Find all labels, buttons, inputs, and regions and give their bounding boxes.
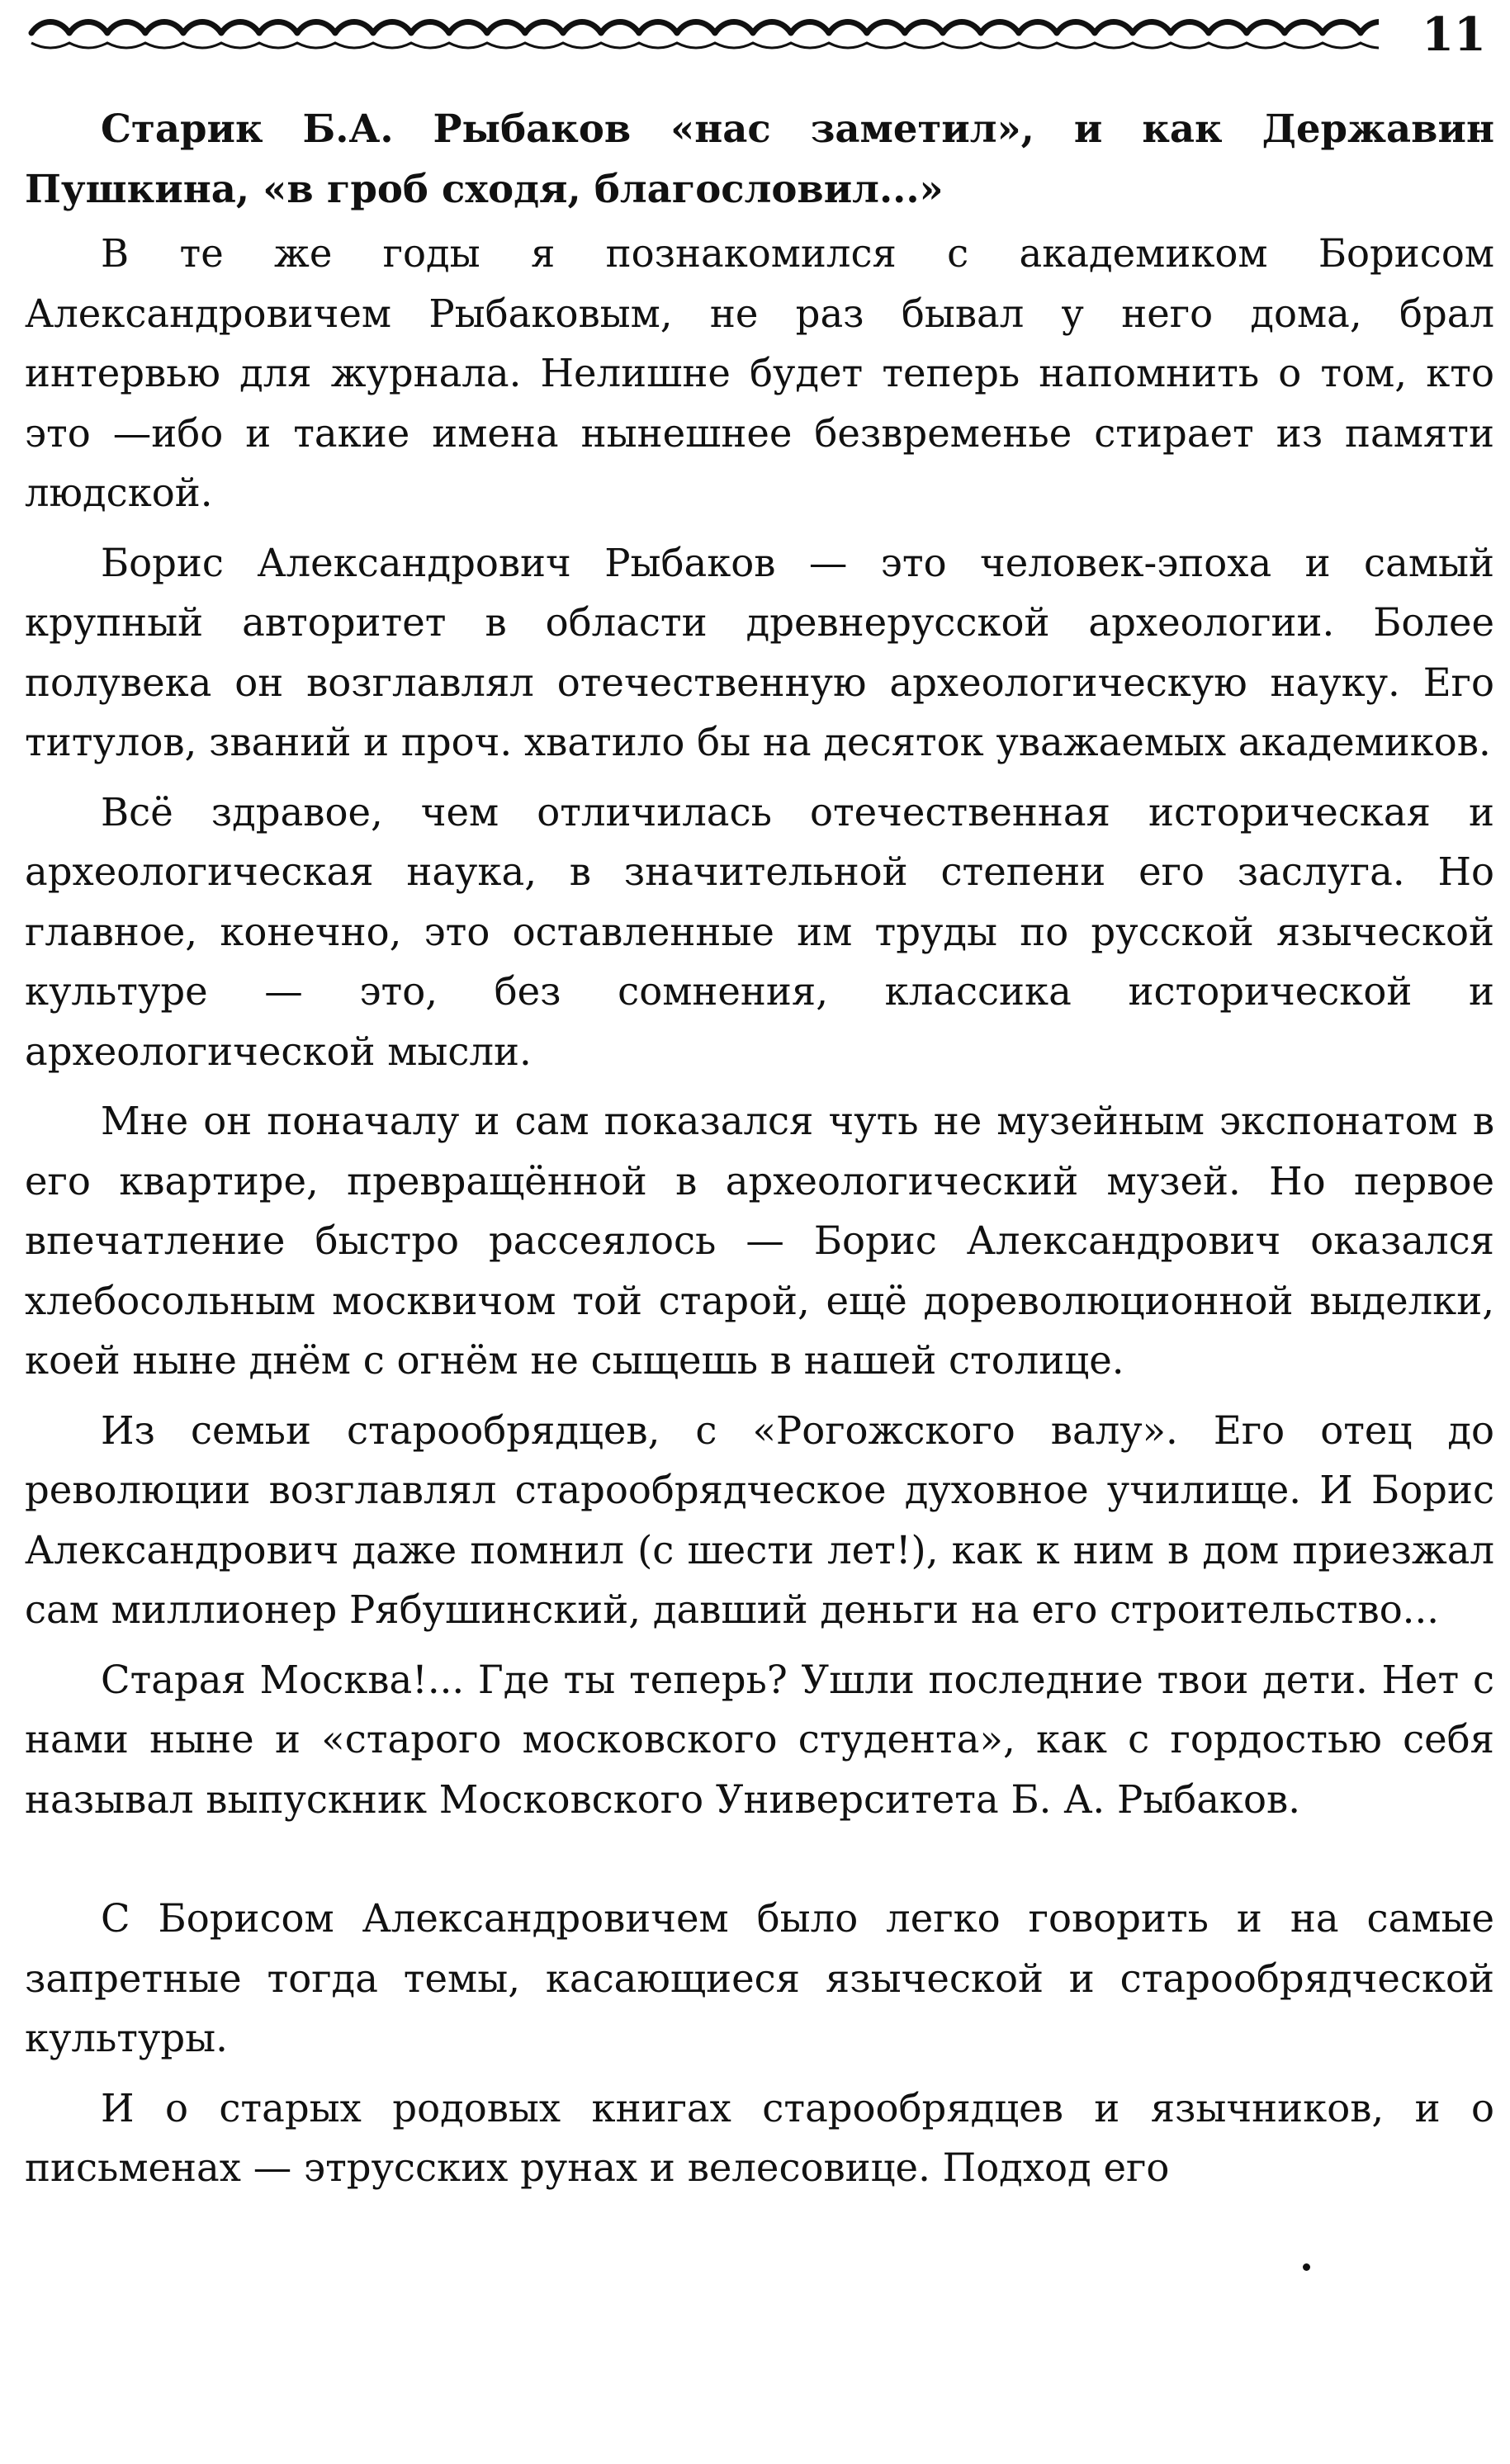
paragraph: С Борисом Александровичем было легко говорить и на самые запретные тогда темы, касающиеся языческой и старообрядческой культуры. bbox=[25, 1896, 1494, 2060]
paragraph: Борис Александрович Рыбаков — это человек-эпоха и самый крупный авторитет в области древнерусской археологии. Более полувека он возглавлял отечественную археологическую науку. Его титулов, званий и проч. хватило бы на десяток уважаемых академиков. bbox=[25, 540, 1494, 764]
paragraph: Из семьи старообрядцев, с «Рогожского валу». Его отец до революции возглавлял старообрядческое духовное училище. И Борис Александрович даже помнил (с шести лет!), как к ним в дом приезжал сам миллионер Рябушинский, давший деньги на его строительство... bbox=[25, 1407, 1494, 1632]
paragraph: Всё здравое, чем отличилась отечественная историческая и археологическая наука, в значительной степени его заслуга. Но главное, конечно, это оставленные им труды по русской языческой культуре — это, без сомнения, классика исторической и археологической мысли. bbox=[25, 789, 1494, 1074]
paragraph: В те же годы я познакомился с академиком Борисом Александровичем Рыбаковым, не раз бывал у него дома, брал интервью для журнала. Нелишне будет теперь напомнить о том, кто это —ибо и такие имена нынешнее безвременье стирает из памяти людской. bbox=[25, 231, 1494, 515]
article-body bbox=[25, 99, 1494, 2208]
page-header bbox=[25, 7, 1494, 64]
paragraph: И о старых родовых книгах старообрядцев и язычников, и о письменах — этрусских рунах и велесовице. Подход его bbox=[25, 2085, 1494, 2190]
paragraph: Мне он поначалу и сам показался чуть не музейным экспонатом в его квартире, превращённой в археологический музей. Но первое впечатление быстро рассеялось — Борис Александрович оказался хлебосольным москвичом той старой, ещё дореволюционной выделки, коей ныне днём с огнём не сыщешь в нашей столице. bbox=[25, 1099, 1494, 1383]
wave-border-ornament-icon bbox=[25, 15, 1379, 56]
section-heading: Старик Б.А. Рыбаков «нас заметил», и как Державин Пушкина, «в гроб сходя, благословил...» bbox=[25, 106, 1494, 211]
book-page bbox=[25, 0, 1494, 2464]
page-number: 11 bbox=[1422, 7, 1486, 62]
print-speck bbox=[1303, 2263, 1310, 2271]
paragraph: Старая Москва!... Где ты теперь? Ушли последние твои дети. Нет с нами ныне и «старого московского студента», как с гордостью себя называл выпускник Московского Университета Б. А. Рыбаков. bbox=[25, 1657, 1494, 1822]
